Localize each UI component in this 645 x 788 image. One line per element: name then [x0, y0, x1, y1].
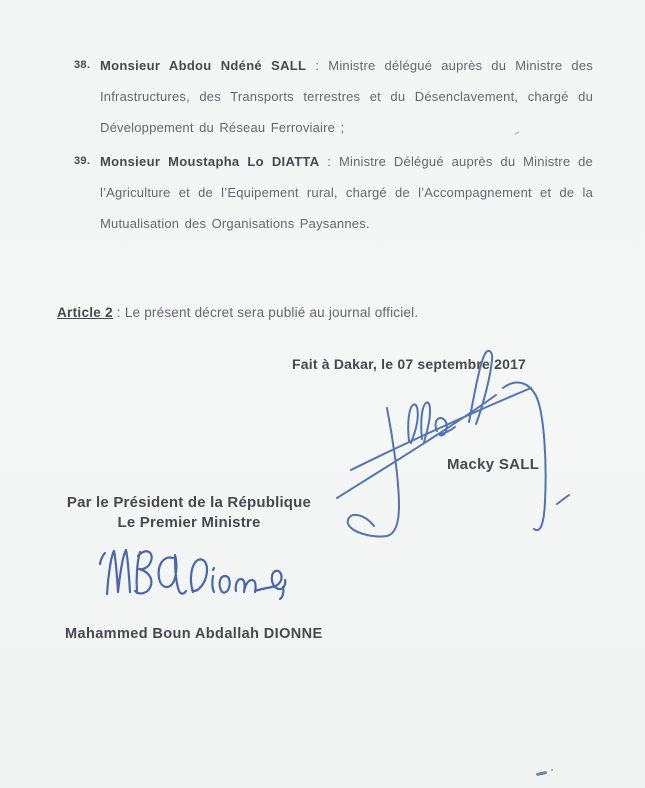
dionne-signature: [93, 543, 293, 603]
ink-smudge: [536, 771, 547, 776]
minister-name: Monsieur Moustapha Lo DIATTA: [100, 154, 320, 169]
article-separator: :: [112, 305, 125, 320]
item-separator: :: [319, 154, 339, 169]
countersign-block: [60, 493, 318, 532]
president-name: Macky SALL: [447, 456, 540, 473]
article-text: Le présent décret sera publié au journal officiel.: [124, 305, 419, 320]
prime-minister-name: Mahammed Boun Abdallah DIONNE: [65, 626, 323, 642]
countersign-line-1: Par le Président de la République: [66, 494, 312, 511]
item-separator: :: [306, 58, 329, 73]
list-item-38: [74, 50, 593, 143]
article-2-paragraph: [57, 305, 418, 320]
ink-dot: [551, 769, 553, 771]
macky-sall-signature: [333, 338, 573, 550]
item-text: [100, 50, 593, 143]
item-number: 38.: [74, 59, 91, 71]
item-description: Ministre Délégué auprès du Ministre de l’Agriculture et de l’Equipement rural, chargé de l’Accompagnement et de la Mutualisation des Organisations Paysannes.: [100, 154, 593, 231]
list-item-39: [74, 146, 593, 239]
minister-name: Monsieur Abdou Ndéné SALL: [100, 58, 307, 73]
countersign-line-2: Le Premier Ministre: [117, 513, 261, 531]
article-2-label: Article 2: [57, 305, 113, 320]
item-number: 39.: [74, 155, 91, 167]
dateline: Fait à Dakar, le 07 septembre 2017: [292, 356, 527, 372]
item-description: Ministre délégué auprès du Ministre des Infrastructures, des Transports terrestres et du Désenclavement, chargé du Développement du Réseau Ferroviaire ;: [100, 58, 593, 135]
item-text: [100, 146, 593, 239]
